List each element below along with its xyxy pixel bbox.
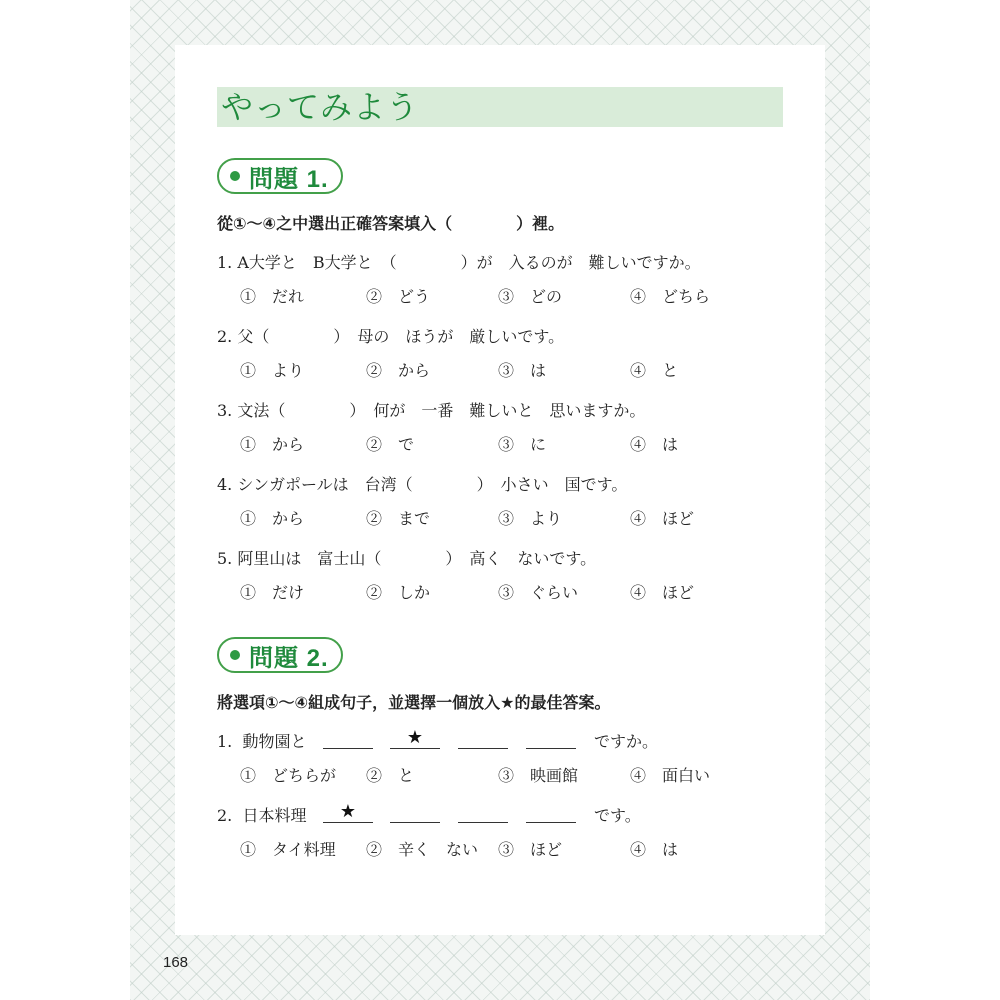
answer-blank [526,802,576,823]
option: ① どちらが [240,766,337,785]
option: ② しか [366,583,431,602]
option: ③ より [498,509,563,528]
option: ③ ぐらい [498,583,579,602]
section-1-label: 問題 1. [249,165,329,193]
option: ② から [366,361,431,380]
option: ③ ほど [498,840,563,859]
option: ③ 映画館 [498,766,579,785]
option: ③ どの [498,287,563,306]
question-1-3: 3. 文法（ ） 何が 一番 難しいと 思いますか。 [217,401,646,420]
answer-blank [526,728,576,749]
question-2-2-prefix: 2. 日本料理 [217,806,307,825]
option: ① から [240,435,305,454]
option: ④ ほど [630,509,695,528]
option: ③ は [498,361,547,380]
option: ① だれ [240,287,305,306]
option: ① タイ料理 [240,840,336,859]
option: ② で [366,435,415,454]
section-2-badge [217,637,343,673]
option: ④ 面白い [630,766,711,785]
question-2-2-suffix: です。 [594,806,641,825]
option: ④ どちら [630,287,711,306]
section-1-badge [217,158,343,194]
option: ④ は [630,435,679,454]
bullet-dot-icon [230,650,240,660]
option: ④ は [630,840,679,859]
question-1-1: 1. A大学と B大学と （ ）が 入るのが 難しいですか。 [217,253,701,272]
answer-blank [390,802,440,823]
option: ② どう [366,287,431,306]
question-1-4: 4. シンガポールは 台湾（ ） 小さい 国です。 [217,475,628,494]
option: ② まで [366,509,431,528]
question-2-1-suffix: ですか。 [594,732,659,751]
option: ① だけ [240,583,305,602]
question-1-2: 2. 父（ ） 母の ほうが 厳しいです。 [217,327,565,346]
star-icon: ★ [406,727,424,748]
option: ① から [240,509,305,528]
star-icon: ★ [339,801,357,822]
option: ② 辛く ない [366,840,479,859]
option: ④ と [630,361,679,380]
question-2-1-prefix: 1. 動物園と [217,732,307,751]
page-number: 168 [163,954,189,971]
question-1-5: 5. 阿里山は 富士山（ ） 高く ないです。 [217,549,597,568]
bullet-dot-icon [230,171,240,181]
section-1-instruction: 從①～④之中選出正確答案填入（ ）裡。 [217,214,565,233]
page-title: やってみよう [221,88,420,126]
answer-blank-star [390,728,440,749]
option: ④ ほど [630,583,695,602]
option: ② と [366,766,415,785]
answer-blank [323,728,373,749]
section-2-label: 問題 2. [249,644,329,672]
answer-blank [458,728,508,749]
section-2-instruction: 將選項①～④組成句子，並選擇一個放入★的最佳答案。 [217,693,611,712]
option: ③ に [498,435,547,454]
answer-blank [458,802,508,823]
answer-blank-star [323,802,373,823]
option: ① より [240,361,305,380]
